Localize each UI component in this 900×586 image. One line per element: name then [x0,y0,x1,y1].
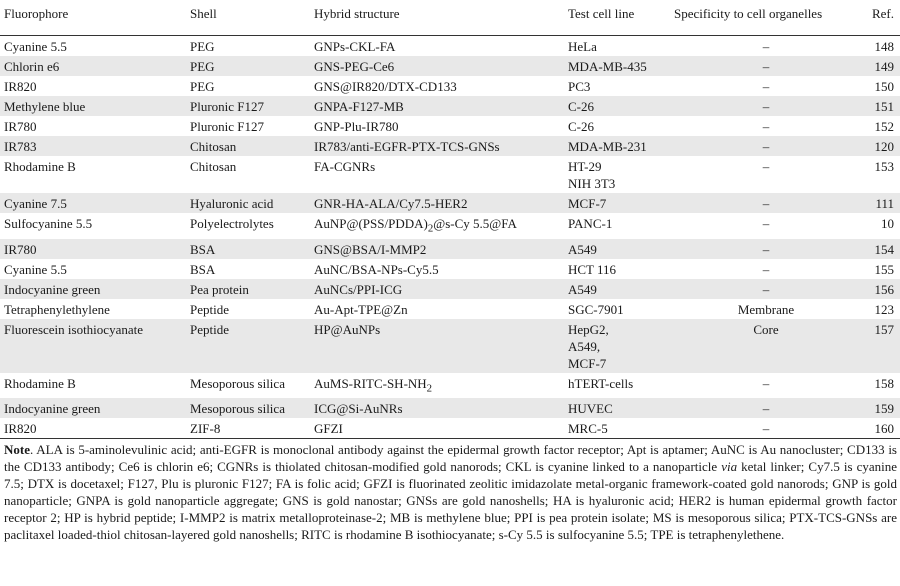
note-text: . ALA is 5-aminolevulinic acid; anti-EGFR is monoclonal antibody against the epidermal growth factor receptor; Apt is aptamer; AuNC is Au nanocluster; CD133 is the CD133 antibody; Ce6 is chlorin e6; CGNRs is thiolated chitosan-modified gold nanorods; CKL is cyanine linked to a nanoparticle via ketal linker; Cy7.5 is cyanine 7.5; DTX is docetaxel; F127, Plu is pluronic F127; FA is folic acid; GFZI is fluorinated zeolitic imidazolate metal-organic framework-coated gold nanorods; GNP is gold nanoparticle; GNPA is gold nanoparticle aggregate; GNS is gold nanostar; GNSs are gold nanoshells; HA is hyaluronic acid; HER2 is human epidermal growth factor receptor 2; HP is hybrid peptide; I-MMP2 is matrix metalloproteinase-2; MB is methylene blue; PPI is pea protein isolate; MS is mesoporous silica; PTX-TCS-GNSs are paclitaxel loaded-thiol chitosan-layered gold nanoshells; RITC is rhodamine B isothiocyanate; s-Cy 5.5 is sulfocyanine 5.5; TPE is tetraphenylethene. [4,442,897,542]
table-row [0,76,900,96]
table-row [0,398,900,418]
shell-cell: Pluronic F127 [186,96,310,116]
shell-cell: PEG [190,79,215,94]
table-row [0,279,900,299]
table-row [0,56,900,76]
fluorophore-cell: Cyanine 5.5 [4,39,67,54]
hybrid-structure-cell: ICG@Si-AuNRs [310,398,564,418]
ref-cell: 152 [874,119,894,134]
table-row [0,418,900,439]
test-cell-line-cell: A549 [564,239,670,259]
table-body [0,36,900,439]
test-cell-line-cell: MDA-MB-435 [564,56,670,76]
fluorophore-cell: IR780 [4,119,37,134]
header-test-cell-line: Test cell line [564,0,670,36]
table-note [4,441,897,543]
test-cell-line-cell: HepG2, A549, MCF-7 [564,319,670,373]
test-cell-line-cell: HeLa [568,39,597,54]
table-row [0,136,900,156]
table-row [0,116,900,136]
note-label: Note [4,442,30,457]
shell-cell: Mesoporous silica [190,375,285,391]
shell-cell: Peptide [186,319,310,373]
ref-cell: 151 [860,96,900,116]
specificity-cell: – [670,418,860,439]
test-cell-line-cell: C-26 [568,119,594,134]
hybrid-structure-cell: AuMS-$RITC-SH-NH_2$ [314,375,433,395]
hybrid-structure-cell: GNS@IR820/DTX-CD133 [314,79,457,94]
table-row [0,373,900,399]
specificity-cell: – [762,159,770,174]
ref-cell: 120 [860,136,900,156]
test-cell-line-cell: hTERT-cells [568,375,634,391]
shell-cell: Mesoporous silica [186,398,310,418]
hybrid-structure-cell: AuNCs/PPI-ICG [310,279,564,299]
specificity-cell: – [762,375,770,391]
hybrid-structure-cell: IR783/anti-EGFR-PTX-TCS-GNSs [310,136,564,156]
hybrid-structure-cell: GNPA-F127-MB [310,96,564,116]
specificity-cell: – [762,261,770,277]
ref-cell: 150 [874,79,894,94]
ref-cell: 148 [874,39,894,54]
specificity-cell: – [670,239,860,259]
specificity-cell: – [762,216,770,231]
ref-cell: 153 [874,159,894,174]
fluorophore-cell: IR783 [0,136,186,156]
specificity-cell: – [670,96,860,116]
fluorophore-cell: Rhodamine B [4,375,76,391]
shell-cell: PEG [190,39,215,54]
test-cell-line-cell: SGC-7901 [568,301,624,317]
table-row [0,156,900,193]
shell-cell: Hyaluronic acid [186,193,310,213]
ref-cell: 10 [881,216,894,231]
fluorophore-cell: Sulfocyanine 5.5 [4,216,93,231]
shell-cell: Pea protein [186,279,310,299]
test-cell-line-cell: MCF-7 [564,193,670,213]
specificity-cell: – [670,136,860,156]
hybrid-structure-cell: GNS-PEG-Ce6 [310,56,564,76]
table-row [0,299,900,319]
hybrid-structure-cell: Au-Apt-TPE@Zn [314,301,408,317]
ref-cell: 155 [874,261,894,277]
specificity-cell: – [762,119,770,134]
hybrid-structure-cell: GFZI [310,418,564,439]
fluorophore-cell: Chlorin e6 [0,56,186,76]
hybrid-structure-cell: FA-CGNRs [314,159,376,174]
specificity-cell: – [762,79,770,94]
table-row [0,96,900,116]
test-cell-line-cell: HT-29 NIH 3T3 [568,159,616,191]
test-cell-line-cell: PANC-1 [568,216,613,231]
fluorophore-cell: IR780 [0,239,186,259]
hybrid-structure-cell: AuNC/BSA-NPs-Cy5.5 [314,261,439,277]
table-row [0,193,900,213]
fluorophore-cell: IR820 [0,418,186,439]
shell-cell: Peptide [190,301,229,317]
test-cell-line-cell: HUVEC [564,398,670,418]
table-row [0,239,900,259]
specificity-cell: – [670,279,860,299]
table-row [0,213,900,239]
fluorophore-cell: Fluorescein isothiocyanate [0,319,186,373]
test-cell-line-cell: MDA-MB-231 [564,136,670,156]
shell-cell: Chitosan [186,136,310,156]
ref-cell: 158 [874,375,894,391]
test-cell-line-cell: A549 [564,279,670,299]
fluorophore-cell: Indocyanine green [0,279,186,299]
test-cell-line-cell: HCT 116 [568,261,617,277]
ref-cell: 157 [860,319,900,373]
fluorophore-cell: Methylene blue [0,96,186,116]
test-cell-line-cell: C-26 [564,96,670,116]
shell-cell: PEG [186,56,310,76]
table-row [0,319,900,373]
hybrid-structure-cell: GNPs-CKL-FA [314,39,396,54]
specificity-cell: Core [670,319,860,373]
fluorophore-cell: Indocyanine green [0,398,186,418]
hybrid-structure-cell: GNP-Plu-IR780 [314,119,399,134]
hybrid-structure-cell: HP@AuNPs [310,319,564,373]
fluorophore-cell: IR820 [4,79,37,94]
fluorophore-cell: Rhodamine B [4,159,76,174]
shell-cell: Polyelectrolytes [190,216,274,231]
specificity-cell: – [670,398,860,418]
fluorophore-cell: Cyanine 7.5 [0,193,186,213]
table-row [0,36,900,57]
specificity-cell: – [762,39,770,54]
fluorophore-cell: Tetraphenylethylene [4,301,110,317]
header-shell: Shell [186,0,310,36]
test-cell-line-cell: MRC-5 [564,418,670,439]
ref-cell: 149 [860,56,900,76]
ref-cell: 160 [860,418,900,439]
specificity-cell: – [670,56,860,76]
shell-cell: Pluronic F127 [190,119,265,134]
ref-cell: 111 [860,193,900,213]
header-ref: Ref. [860,0,900,36]
specificity-cell: – [670,193,860,213]
table-header-row [0,0,900,36]
table-row [0,259,900,279]
header-fluorophore: Fluorophore [0,0,186,36]
fluorophore-cell: Cyanine 5.5 [4,261,67,277]
hybrid-structure-cell: GNR-HA-ALA/Cy7.5-HER2 [310,193,564,213]
specificity-cell: Membrane [737,301,795,317]
shell-cell: BSA [186,239,310,259]
test-cell-line-cell: PC3 [568,79,591,94]
shell-cell: ZIF-8 [186,418,310,439]
ref-cell: 156 [860,279,900,299]
hybrid-structure-cell: GNS@BSA/I-MMP2 [310,239,564,259]
header-specificity: Specificity to cell organelles [670,0,860,36]
header-hybrid-structure: Hybrid structure [310,0,564,36]
shell-cell: Chitosan [190,159,237,174]
hybrid-structure-cell: $AuNP@(PSS/PDDA)_2@s-Cy$ 5.5@FA [314,216,517,235]
ref-cell: 123 [874,301,894,317]
ref-cell: 159 [860,398,900,418]
shell-cell: BSA [190,261,216,277]
ref-cell: 154 [860,239,900,259]
